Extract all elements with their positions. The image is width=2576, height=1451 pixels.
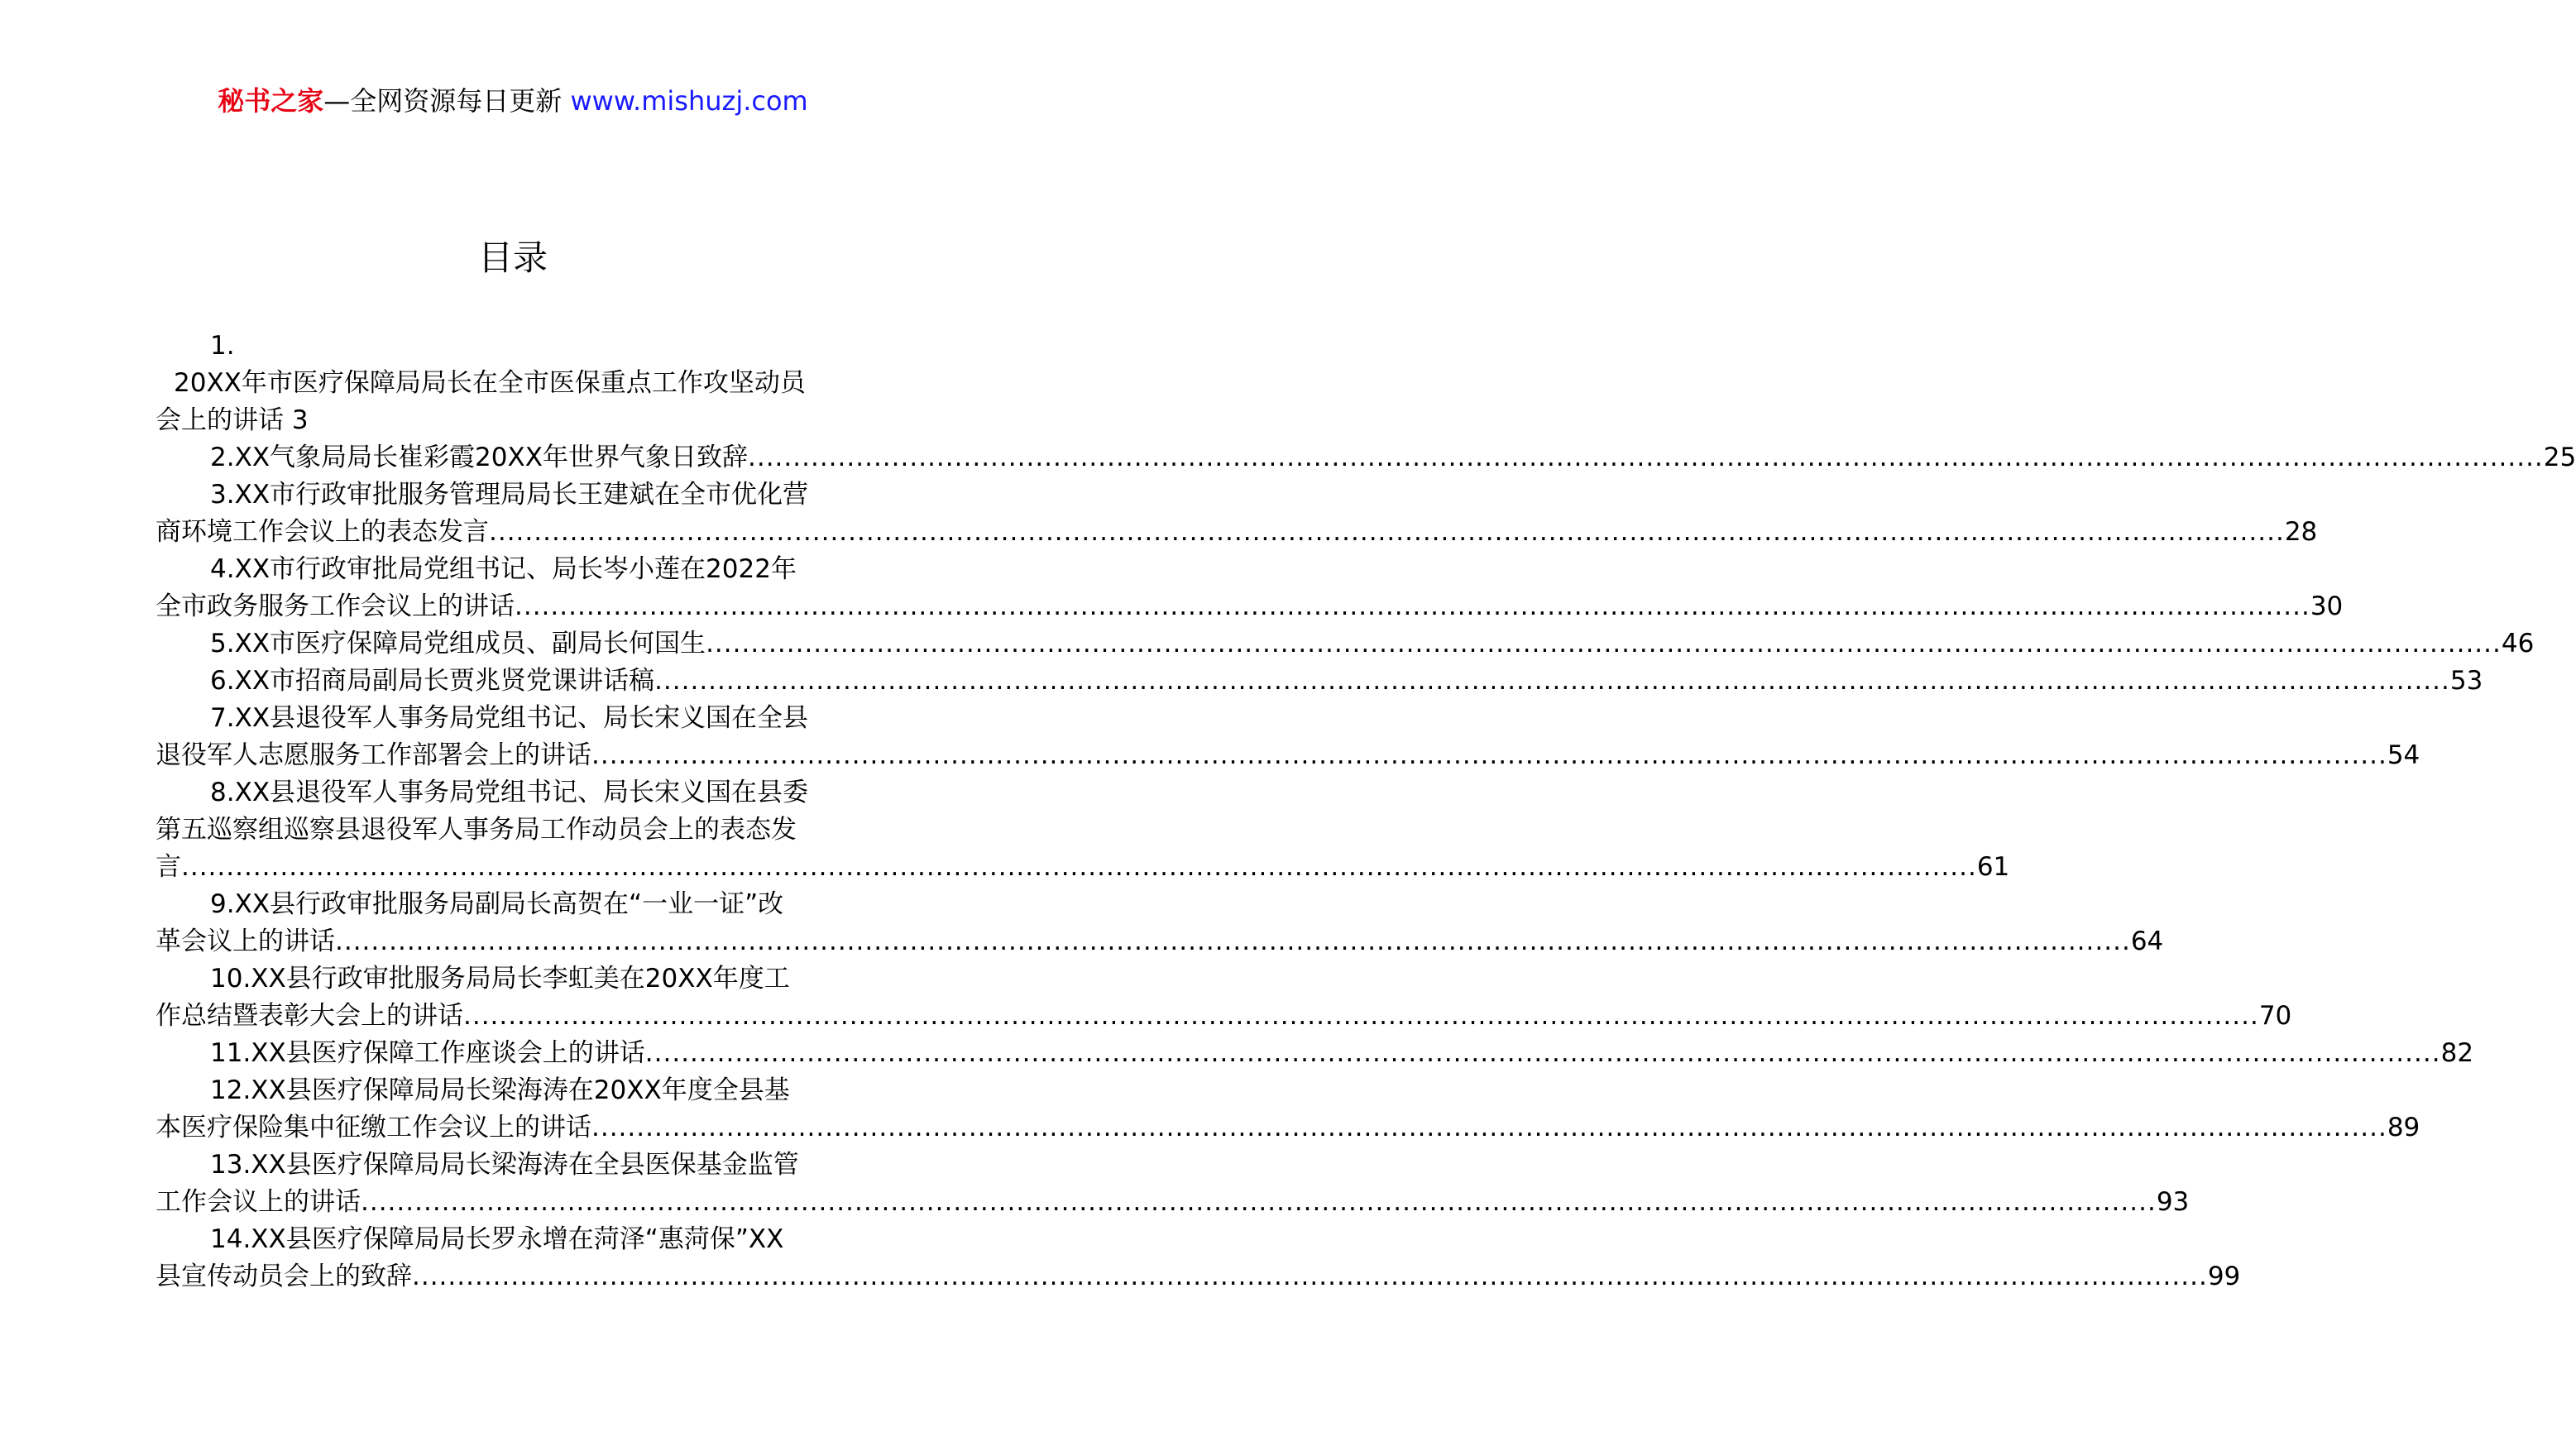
toc-leader-dots: ........................................................................................................................................................................................................: [181, 852, 1977, 882]
toc-leader-dots: ........................................................................................................................................................................................................: [591, 1113, 2387, 1142]
toc-entry[interactable]: [156, 476, 2318, 551]
table-of-contents: [156, 328, 2576, 1295]
toc-entry[interactable]: [156, 551, 2344, 625]
toc-entry-line: 3.XX市行政审批服务管理局局长王建斌在全市优化营: [210, 480, 809, 510]
toc-entry[interactable]: [156, 700, 2420, 774]
toc-entry[interactable]: [156, 1221, 2241, 1295]
site-url-link[interactable]: www.mishuzj.com: [570, 85, 808, 117]
toc-entry-line: [156, 998, 2292, 1035]
toc-entry[interactable]: [156, 1147, 2190, 1221]
toc-entry-text: 6.XX市招商局副局长贾兆贤党课讲话稿: [210, 666, 655, 696]
toc-entry-line: [156, 737, 2420, 774]
toc-entry-text: 2.XX气象局局长崔彩霞20XX年世界气象日致辞: [210, 443, 748, 472]
toc-page-number: 99: [2207, 1262, 2241, 1291]
toc-entry-line: 14.XX县医疗保障局局长罗永增在菏泽“惠菏保”XX: [210, 1224, 784, 1254]
toc-entry-line: [156, 439, 2576, 476]
toc-page-number: 53: [2449, 666, 2483, 696]
toc-page-number: 30: [2310, 591, 2344, 621]
toc-entry[interactable]: [156, 960, 2292, 1035]
toc-entry-text: 11.XX县医疗保障工作座谈会上的讲话: [210, 1038, 645, 1068]
toc-leader-dots: ........................................................................................................................................................................................................: [489, 517, 2285, 547]
toc-leader-dots: ........................................................................................................................................................................................................: [706, 629, 2502, 658]
toc-entry[interactable]: [156, 1072, 2420, 1147]
toc-page-number: 25: [2543, 443, 2576, 472]
toc-page-number: 89: [2387, 1113, 2420, 1142]
site-tagline: —全网资源每日更新: [323, 85, 563, 117]
toc-page-number: 93: [2156, 1187, 2190, 1217]
toc-entry[interactable]: [156, 1035, 2474, 1072]
toc-entry-line: [156, 625, 2535, 663]
page-title: 目录: [477, 237, 548, 278]
toc-entry-text: 作总结暨表彰大会上的讲话: [156, 1001, 463, 1031]
toc-leader-dots: ........................................................................................................................................................................................................: [463, 1001, 2259, 1031]
toc-entry-text: 商环境工作会议上的表态发言: [156, 517, 489, 547]
toc-entry[interactable]: [156, 663, 2483, 700]
toc-page-number: 54: [2387, 740, 2420, 770]
toc-entry-line: 第五巡察组巡察县退役军人事务局工作动员会上的表态发: [156, 815, 797, 845]
toc-entry-line: [156, 1258, 2241, 1295]
toc-entry-text: 县宣传动员会上的致辞: [156, 1262, 412, 1291]
toc-entry-line: 10.XX县行政审批服务局局长李虹美在20XX年度工: [210, 964, 790, 994]
toc-entry-line: [156, 663, 2483, 700]
toc-entry-line: 4.XX市行政审批局党组书记、局长岑小莲在2022年: [210, 554, 797, 584]
toc-page-number: 46: [2501, 629, 2535, 658]
toc-entry-text: 革会议上的讲话: [156, 927, 335, 956]
toc-page-number: 61: [1976, 852, 2010, 882]
toc-entry-line: 13.XX县医疗保障局局长梁海涛在全县医保基金监管: [210, 1150, 799, 1180]
toc-entry-line: 会上的讲话 3: [156, 405, 309, 435]
toc-entry-text: 言: [156, 852, 181, 882]
toc-entry-line: [156, 1109, 2420, 1147]
toc-entry-line: 20XX年市医疗保障局局长在全市医保重点工作攻坚动员: [174, 368, 806, 398]
toc-entry-text: 5.XX市医疗保障局党组成员、副局长何国生: [210, 629, 706, 658]
toc-entry-line: 9.XX县行政审批服务局副局长高贺在“一业一证”改: [210, 889, 784, 919]
toc-page-number: 82: [2440, 1038, 2474, 1068]
toc-entry-line: [156, 1184, 2190, 1221]
toc-entry-text: 全市政务服务工作会议上的讲话: [156, 591, 515, 621]
toc-leader-dots: ........................................................................................................................................................................................................: [591, 740, 2387, 770]
site-header: [0, 83, 1026, 119]
toc-entry-line: [156, 849, 2010, 886]
toc-leader-dots: ........................................................................................................................................................................................................: [515, 591, 2310, 621]
toc-entry-text: 本医疗保险集中征缴工作会议上的讲话: [156, 1113, 591, 1142]
toc-entry-line: 8.XX县退役军人事务局党组书记、局长宋义国在县委: [210, 778, 809, 807]
toc-entry-line: 7.XX县退役军人事务局党组书记、局长宋义国在全县: [210, 703, 809, 733]
toc-leader-dots: ........................................................................................................................................................................................................: [412, 1262, 2208, 1291]
toc-entry-line: [156, 923, 2164, 960]
toc-leader-dots: ........................................................................................................................................................................................................: [747, 443, 2544, 472]
toc-leader-dots: ........................................................................................................................................................................................................: [644, 1038, 2441, 1068]
toc-entry-line: 1.: [210, 331, 235, 361]
toc-entry[interactable]: [156, 328, 869, 439]
toc-entry-line: [156, 1035, 2474, 1072]
toc-entry[interactable]: [156, 439, 2576, 476]
toc-entry[interactable]: [156, 774, 2010, 886]
toc-entry-line: 12.XX县医疗保障局局长梁海涛在20XX年度全县基: [210, 1075, 790, 1105]
toc-entry[interactable]: [156, 625, 2535, 663]
toc-leader-dots: ........................................................................................................................................................................................................: [654, 666, 2450, 696]
toc-entry-line: [156, 588, 2344, 625]
toc-page-number: 64: [2130, 927, 2164, 956]
toc-page-number: 28: [2284, 517, 2318, 547]
toc-entry[interactable]: [156, 886, 2164, 960]
toc-entry-text: 退役军人志愿服务工作部署会上的讲话: [156, 740, 591, 770]
toc-entry-line: [156, 514, 2318, 551]
site-brand: 秘书之家: [218, 85, 324, 117]
toc-leader-dots: ........................................................................................................................................................................................................: [361, 1187, 2157, 1217]
toc-page-number: 70: [2258, 1001, 2292, 1031]
toc-leader-dots: ........................................................................................................................................................................................................: [335, 927, 2131, 956]
toc-entry-text: 工作会议上的讲话: [156, 1187, 361, 1217]
